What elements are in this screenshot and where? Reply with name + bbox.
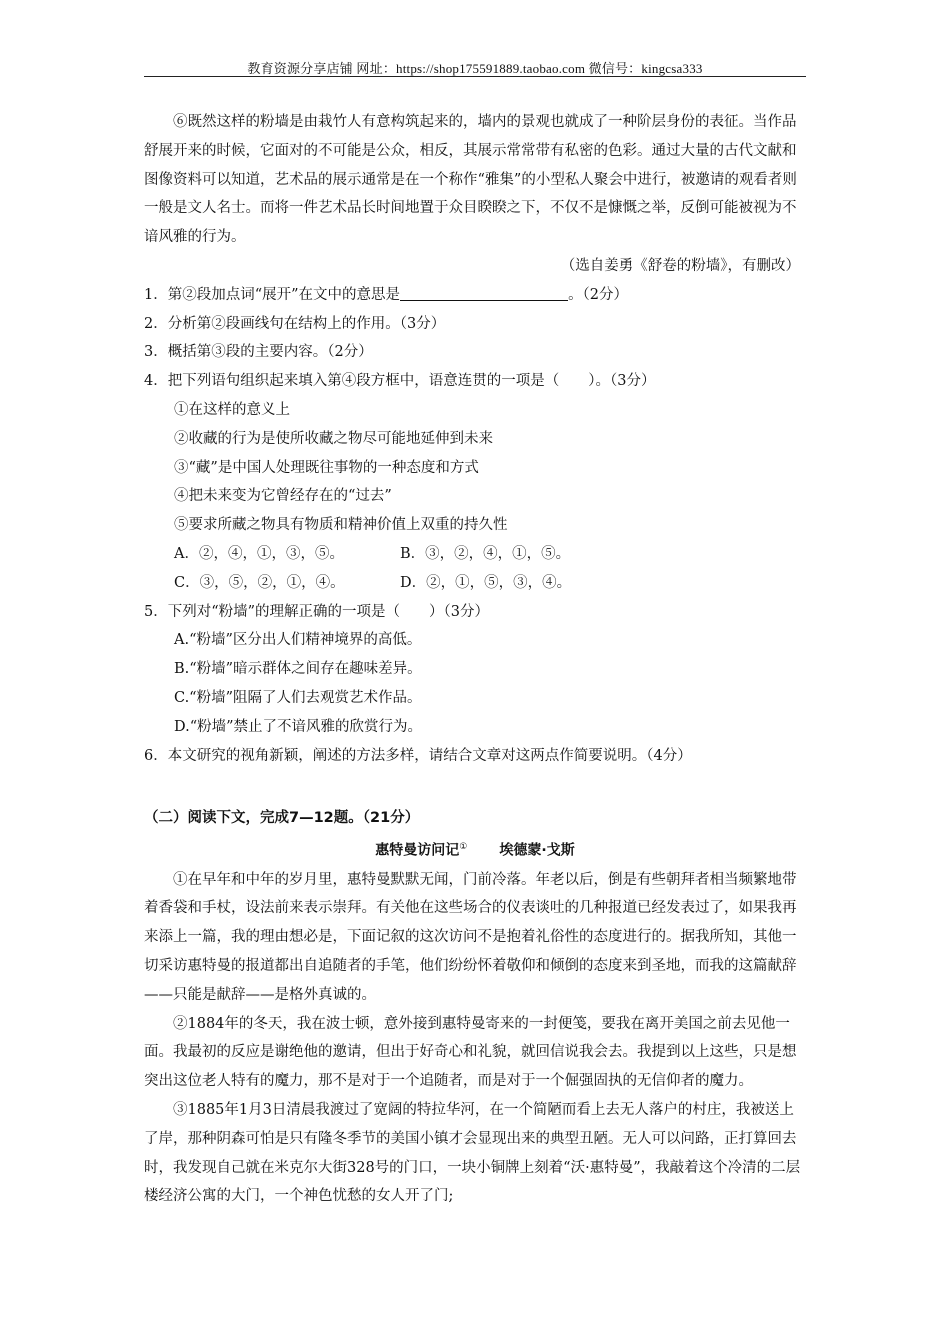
question-1 xyxy=(144,281,806,310)
article-title-line xyxy=(144,833,806,865)
page-header: 教育资源分享店铺 网址：https://shop175591889.taobao.com 微信号：kingcsa333 xyxy=(247,61,703,76)
question-6: 6．本文研究的视角新颖，阐述的方法多样，请结合文章对这两点作简要说明。（4分） xyxy=(144,747,692,764)
q4-item: ③“藏”是中国人处理既往事物的一种态度和方式 xyxy=(174,459,479,476)
question-4: 4．把下列语句组织起来填入第④段方框中，语意连贯的一项是（ ）。（3分） xyxy=(144,373,656,390)
section-2-heading: （二）阅读下文，完成7—12题。（21分） xyxy=(144,810,420,827)
q4-options-row-2 xyxy=(144,569,806,598)
passage-source: （选自姜勇《舒卷的粉墙》，有删改） xyxy=(560,257,800,274)
question-5: 5．下列对“粉墙”的理解正确的一项是（ ）（3分） xyxy=(144,603,490,620)
q4-option-c: C．③，⑤，②，①，④。 xyxy=(174,574,345,591)
q4-item: ④把未来变为它曾经存在的“过去” xyxy=(174,488,392,505)
q4-options-row-1 xyxy=(144,540,806,569)
question-1-points: 。（2分） xyxy=(568,286,629,303)
article-paragraph-1: ①在早年和中年的岁月里，惠特曼默默无闻，门前冷落。年老以后，倒是有些朝拜者相当频繁地带着香袋和手杖，设法前来表示崇拜。有关他在这些场合的仪表谈吐的几种报道已经发表过了，如果我再来添上一篇，我的理由想必是，下面记叙的这次访问不是抱着礼俗性的态度进行的。据我所知，其他一切采访惠特曼的报道都出自追随者的手笔，他们纷纷怀着敬仰和倾倒的态度来到圣地，而我的这篇献辞——只能是献辞——是格外真诚的。 xyxy=(144,871,797,1003)
title-footnote-mark: ① xyxy=(459,842,468,853)
q5-option-b: B.“粉墙”暗示群体之间存在趣味差异。 xyxy=(174,661,422,678)
q4-item: ⑤要求所藏之物具有物质和精神价值上双重的持久性 xyxy=(174,517,508,534)
question-1-text: 1．第②段加点词“展开”在文中的意思是 xyxy=(144,286,401,303)
q4-item: ①在这样的意义上 xyxy=(174,401,290,418)
article-paragraph-2: ②1884年的冬天，我在波士顿，意外接到惠特曼寄来的一封便笺，要我在离开美国之前去见他一面。我最初的反应是谢绝他的邀请，但出于好奇心和礼貌，就回信说我会去。我提到以上这些，只是想突出这位老人特有的魔力，那不是对于一个追随者，而是对于一个倔强固执的无信仰者的魔力。 xyxy=(144,1015,797,1090)
q4-item: ②收藏的行为是使所收藏之物尽可能地延伸到未来 xyxy=(174,430,493,447)
q4-option-b: B．③，②，④，①，⑤。 xyxy=(400,545,571,562)
q5-option-c: C.“粉墙”阻隔了人们去观赏艺术作品。 xyxy=(174,689,422,706)
q4-option-a: A．②，④，①，③，⑤。 xyxy=(174,545,344,562)
article-title: 惠特曼访问记 xyxy=(375,842,460,859)
question-2: 2．分析第②段画线句在结构上的作用。（3分） xyxy=(144,315,446,332)
article-paragraph-3: ③1885年1月3日清晨我渡过了宽阔的特拉华河，在一个简陋而看上去无人落户的村庄，我被送上了岸，那种阴森可怕是只有隆冬季节的美国小镇才会显现出来的典型丑陋。无人可以问路，正打算回去时，我发现自己就在米克尔大街328号的门口，一块小铜牌上刻着“沃·惠特曼”，我敲着这个冷清的二层楼经济公寓的大门，一个神色忧愁的女人开了门; xyxy=(144,1101,801,1205)
q4-option-d: D．②，①，⑤，③，④。 xyxy=(400,574,572,591)
article-author: 埃德蒙·戈斯 xyxy=(499,842,575,859)
question-3: 3．概括第③段的主要内容。（2分） xyxy=(144,344,373,361)
q5-option-d: D.“粉墙”禁止了不谙风雅的欣赏行为。 xyxy=(174,718,423,735)
q5-option-a: A.“粉墙”区分出人们精神境界的高低。 xyxy=(174,632,422,649)
answer-blank[interactable] xyxy=(400,285,568,301)
passage-paragraph-6: ⑥既然这样的粉墙是由栽竹人有意构筑起来的，墙内的景观也就成了一种阶层身份的表征。当作品舒展开来的时候，它面对的不可能是公众，相反，其展示常常带有私密的色彩。通过大量的古代文献和图像资料可以知道，艺术品的展示通常是在一个称作“雅集”的小型私人聚会中进行，被邀请的观看者则一般是文人名士。而将一件艺术品长时间地置于众目睽睽之下，不仅不是慷慨之举，反倒可能被视为不谙风雅的行为。 xyxy=(144,114,797,246)
header-divider xyxy=(144,76,806,77)
document-body xyxy=(144,108,806,1211)
